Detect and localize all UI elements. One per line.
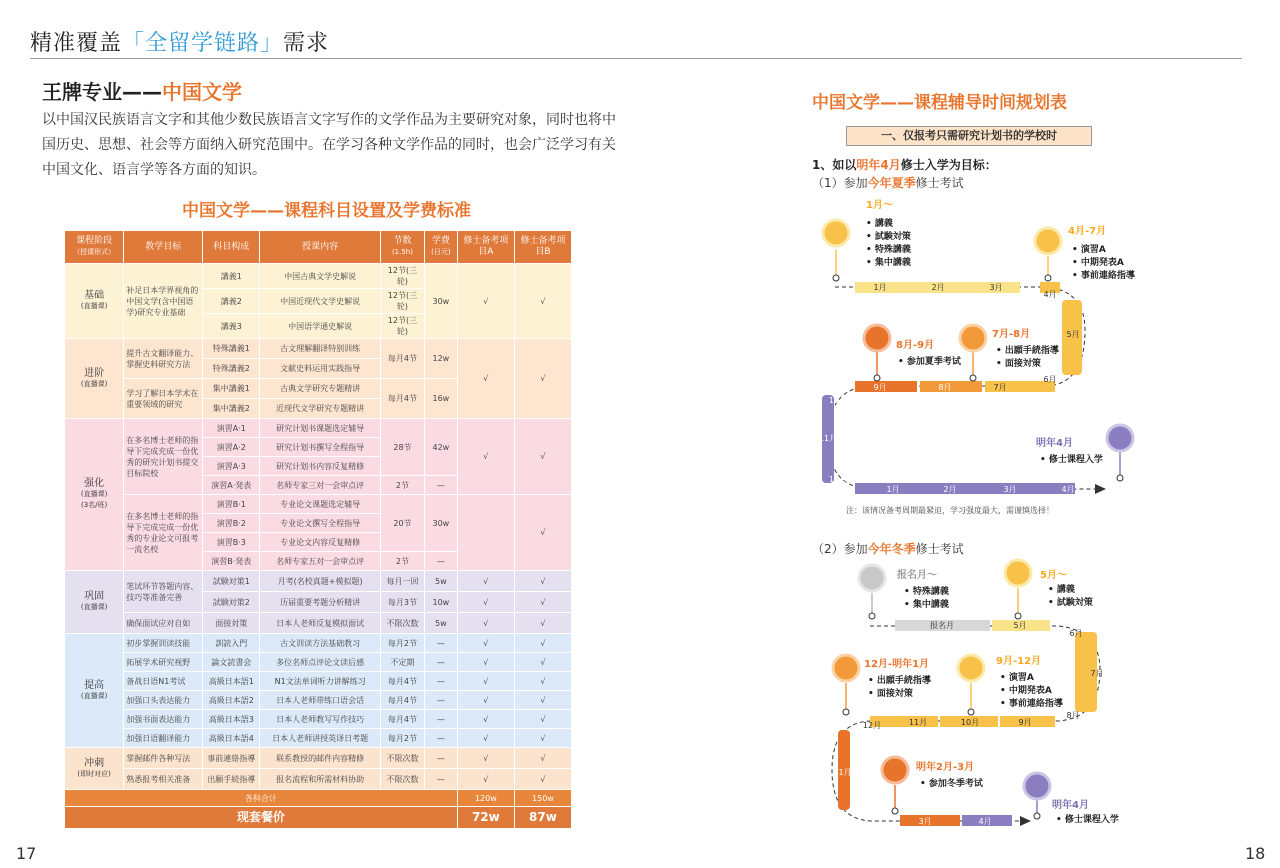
svg-text:• 参加冬季考试: • 参加冬季考试: [920, 779, 983, 789]
svg-text:• 集中講義: • 集中講義: [904, 600, 949, 610]
marker-m5: [1036, 425, 1133, 481]
option-winter: （2）参加今年冬季修士考试: [812, 542, 964, 556]
svg-text:4月: 4月: [978, 817, 992, 826]
svg-text:10月: 10月: [960, 718, 980, 727]
stage-advanced: 进阶 (直播课): [65, 339, 124, 419]
svg-text:6月: 6月: [1069, 629, 1083, 638]
svg-text:4月: 4月: [1061, 485, 1075, 494]
svg-text:4月: 4月: [1043, 290, 1057, 299]
svg-text:5月～: 5月～: [1040, 570, 1067, 581]
svg-text:• 事前連絡指導: • 事前連絡指導: [1072, 271, 1135, 281]
svg-text:• 面接対策: • 面接対策: [996, 359, 1041, 369]
svg-text:8月: 8月: [1066, 711, 1080, 720]
svg-text:3月: 3月: [1003, 485, 1017, 494]
marker-n5: [882, 757, 984, 814]
marker-n2: [1005, 560, 1093, 619]
svg-text:• 特殊講義: • 特殊講義: [904, 587, 949, 597]
svg-text:• 集中講義: • 集中講義: [866, 258, 911, 268]
marker-m1: [823, 198, 911, 281]
svg-text:7月: 7月: [1090, 669, 1104, 678]
svg-text:明年4月: 明年4月: [1036, 438, 1073, 449]
svg-text:6月: 6月: [1043, 375, 1057, 384]
option-summer: （1）参加今年夏季修士考试: [812, 176, 964, 190]
schedule-tag: 一、仅报考只需研究计划书的学校时: [846, 126, 1092, 146]
svg-text:• 参加夏季考试: • 参加夏季考试: [898, 357, 961, 367]
svg-text:1月: 1月: [886, 485, 900, 494]
stage-sprint: 冲刺 (即时对应): [65, 748, 124, 790]
fee-table-title: 中国文学——课程科目设置及学费标准: [182, 201, 471, 221]
stage-basic: 基础 (直播课): [65, 264, 124, 339]
svg-text:9月-12月: 9月-12月: [996, 656, 1042, 667]
marker-m3: [960, 325, 1059, 381]
svg-text:1月～: 1月～: [866, 200, 893, 211]
page-header: 精准覆盖「全留学链路」需求: [30, 31, 330, 56]
marker-n1: [859, 565, 949, 619]
svg-text:3月: 3月: [989, 283, 1003, 292]
stage-improve: 提高 (直播课): [65, 634, 124, 748]
svg-text:明年2月-3月: 明年2月-3月: [916, 762, 975, 773]
svg-text:• 修士课程入学: • 修士课程入学: [1040, 455, 1103, 465]
svg-text:11月: 11月: [908, 718, 928, 727]
svg-text:5月: 5月: [1013, 621, 1027, 630]
header-highlight: 「全留学链路」: [122, 31, 284, 56]
svg-text:7月: 7月: [993, 383, 1007, 392]
svg-text:2月: 2月: [943, 485, 957, 494]
svg-text:• 出願手続指導: • 出願手続指導: [868, 676, 931, 686]
svg-text:• 中期発表A: • 中期発表A: [1072, 258, 1124, 268]
schedule-title: 中国文学——课程辅导时间规划表: [812, 93, 1067, 113]
svg-text:• 演習A: • 演習A: [1000, 673, 1034, 683]
svg-text:12月-明年1月: 12月-明年1月: [864, 659, 930, 670]
major-title: 王牌专业——中国文学: [42, 80, 242, 104]
stage-consolidate: 巩固 (直播课): [65, 571, 124, 634]
svg-text:明年4月: 明年4月: [1052, 800, 1089, 811]
svg-text:11月: 11月: [818, 434, 838, 443]
svg-text:• 講義: • 講義: [866, 219, 893, 229]
svg-text:5月: 5月: [1066, 330, 1080, 339]
svg-text:1月: 1月: [838, 768, 852, 777]
svg-text:• 出願手続指導: • 出願手続指導: [996, 346, 1059, 356]
svg-text:• 試験対策: • 試験対策: [866, 232, 911, 242]
major-intro: 以中国汉民族语言文字和其他少数民族语言文字写作的文学作品为主要研究对象，同时也将中国历史、思想、社会等方面纳入研究范围中。在学习各种文学作品的同时，也会广泛学习有关中国文化、语言学等各方面的知识。: [42, 112, 616, 178]
page-number-left: 17: [16, 844, 37, 863]
svg-text:报名月～: 报名月～: [897, 570, 937, 581]
svg-text:报名月: 报名月: [930, 621, 954, 630]
svg-text:12月: 12月: [828, 475, 848, 484]
svg-text:3月: 3月: [918, 817, 932, 826]
svg-text:12月: 12月: [862, 721, 882, 730]
schedule-note: 注：该情况备考周期最紧迫，学习强度最大，需谨慎选择！: [846, 506, 1054, 515]
svg-text:• 試験対策: • 試験対策: [1048, 598, 1093, 608]
svg-text:2月: 2月: [931, 283, 945, 292]
svg-text:• 修士课程入学: • 修士课程入学: [1056, 815, 1119, 825]
svg-text:9月: 9月: [873, 383, 887, 392]
svg-text:9月: 9月: [1018, 718, 1032, 727]
package-row: 现套餐价 72w 87w: [65, 807, 572, 829]
svg-text:8月-9月: 8月-9月: [896, 340, 935, 351]
schedule-goal: 1、如以明年4月修士入学为目标：: [812, 158, 997, 172]
svg-text:7月-8月: 7月-8月: [992, 329, 1031, 340]
svg-text:1月: 1月: [873, 283, 887, 292]
stage-intensive: 强化 (直播课) (3名/班): [65, 419, 124, 571]
marker-n4: [833, 655, 931, 715]
svg-text:10月: 10月: [828, 396, 848, 405]
svg-text:• 特殊講義: • 特殊講義: [866, 245, 911, 255]
svg-text:2月: 2月: [861, 809, 875, 818]
marker-n3: [958, 654, 1063, 715]
svg-text:8月: 8月: [938, 383, 952, 392]
fee-table: 课程阶段 （授课形式） 教学目标 科目构成 授课内容 节数 (1.5h) 学费 (日元) 修士备考项目A 修士备考项目B 基础 (直播课) 补足日本学界视角的中国文学(含中国语学)研究专业基础 講義1 中国古典文学史解说 12节(三轮) 30w √ √ 講義2 中国近现代文学史解说 12节(三轮) 講義3 中国语学通史解说 12节(三轮) 进阶 (直播课) 提升古文翻译能力、掌握史料研究方法 特殊講義1 古文理解翻译特别训练 每月4节 12w √ √ 特殊講義2 文献史料运用实践指导 学习了解日本学术在重要领域的研究 集中講義1 古典文学研究专题精讲 每月4节 16w 集中講義2 近现代文学研究专题精讲 强化 (直播课) (3名/班) 在多名博士老师的指导下完成充成一份优秀的研究计划书提交目标院校 演習A·1 研究计划书课题选定辅导 28节 42w √ √ 演習A·2 研究计划书撰写全程指导 演習A·3 研究计划书内容反复精修 演習A·発表 名师专家三对一会审点评 2节 — 在多名博士老师的指导下完成完成一份优秀的专业论文可报考一流名校 演習B·1 专业论文课题选定辅导 20节 30w √ 演習B·2 专业论文撰写全程指导 演習B·3 专业论文内容反复精修 演習B·発表 名师专家五对一会审点评 2节 — 巩固 (直播课) 笔试环节答题内容、技巧等准备完善 試験対策1 月考(名校真题+模拟题) 每月一回 5w √ √ 試験対策2 历届重要考题分析精讲 每月3节 10w √ √ 确保面试应对自如 面接対策 日本人老师反复模拟面试 不限次数 5w √ √ 提高 (直播课) 初步掌握训读技能 訓読入門 古文训读方法基础教习 每月2节 — √ √ 拓展学术研究视野 論文読書会 多位名师点评论文读后感 不定期 — √ √ 备战日语N1考试 高級日本語1 N1文法单词听力讲解练习 每月4节 — √ √ 加强口头表达能力 高級日本語2 日本人老师带练口语会话 每月4节 — √ √ 加强书面表达能力 高級日本語3 日本人老师教写写作技巧 每月4节 — √ √ 加强日语翻译能力 高級日本語4 日本人老师讲授英译日考题 每月2节 — √ √ 冲刺 (即时对应) 掌握邮件各种写法 事前連絡指導 联系教授的邮件内容精修 不限次数 — √ √ 熟悉报考相关准备 出願手続指導 报名流程和所需材料协助 不限次数 — √ √ 各科合计 120w 150w 现套餐价 72w 87w: [64, 230, 572, 829]
marker-m4: [864, 325, 962, 381]
svg-text:• 面接対策: • 面接対策: [868, 689, 913, 699]
svg-text:• 講義: • 講義: [1048, 585, 1075, 595]
svg-text:4月-7月: 4月-7月: [1068, 226, 1107, 237]
svg-text:• 演習A: • 演習A: [1072, 245, 1106, 255]
svg-text:• 事前連絡指導: • 事前連絡指導: [1000, 699, 1063, 709]
marker-m2: [1035, 224, 1135, 281]
page-number-right: 18: [1245, 844, 1266, 863]
marker-n6: [1024, 773, 1119, 825]
total-row: 各科合计 120w 150w: [65, 790, 572, 807]
svg-text:• 中期発表A: • 中期発表A: [1000, 686, 1052, 696]
